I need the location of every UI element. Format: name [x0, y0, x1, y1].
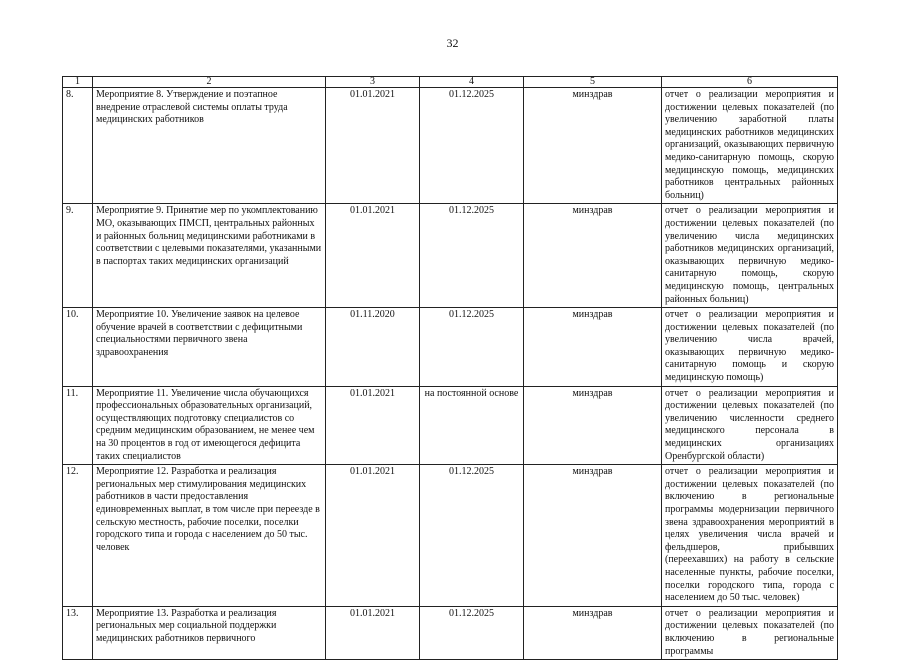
start-date: 01.01.2021	[326, 606, 420, 659]
report-description: отчет о реализации мероприятия и достижении целевых показателей (по увеличению числа врачей, оказывающих первичную медико-санитарную помощь и скорую медицинскую помощь)	[662, 308, 838, 387]
measure-description: Мероприятие 8. Утверждение и поэтапное внедрение отраслевой системы оплаты труда медицинских работников	[93, 88, 326, 204]
measures-table	[62, 76, 838, 660]
table-row	[63, 606, 838, 659]
responsible-organization: минздрав	[524, 204, 662, 308]
column-header: 4	[420, 77, 524, 88]
responsible-organization: минздрав	[524, 308, 662, 387]
end-date: на постоянной основе	[420, 386, 524, 465]
start-date: 01.01.2021	[326, 204, 420, 308]
end-date: 01.12.2025	[420, 88, 524, 204]
report-description: отчет о реализации мероприятия и достижении целевых показателей (по включению в региональные программы модернизации первичного звена здравоохранения мероприятий в целях увеличения числа врачей и фельдшеров, прибывших (переехавших) на работу в сельские населенные пункты, рабочие поселки, поселки городского типа, города с населением до 50 тыс. человек)	[662, 465, 838, 607]
row-number: 9.	[63, 204, 93, 308]
table-row	[63, 308, 838, 387]
report-description: отчет о реализации мероприятия и достижении целевых показателей (по увеличению числа медицинских работников медицинских организаций, оказывающих первичную медико-санитарную помощь, скорую медицинскую помощь, центральных районных больниц)	[662, 204, 838, 308]
report-description: отчет о реализации мероприятия и достижении целевых показателей (по увеличению заработной платы медицинских работников медицинских организаций, оказывающих первичную медико-санитарную помощь, скорую медицинскую помощь, медицинских работников центральных районных больниц)	[662, 88, 838, 204]
page-number: 32	[446, 36, 459, 50]
measure-description: Мероприятие 13. Разработка и реализация региональных мер социальной поддержки медицинских работников первичного	[93, 606, 326, 659]
column-header: 2	[93, 77, 326, 88]
responsible-organization: минздрав	[524, 88, 662, 204]
end-date: 01.12.2025	[420, 308, 524, 387]
responsible-organization: минздрав	[524, 606, 662, 659]
report-description: отчет о реализации мероприятия и достижении целевых показателей (по увеличению численности среднего медицинского персонала в медицинских организациях Оренбургской области)	[662, 386, 838, 465]
table-row	[63, 386, 838, 465]
row-number: 11.	[63, 386, 93, 465]
column-header: 3	[326, 77, 420, 88]
row-number: 13.	[63, 606, 93, 659]
start-date: 01.01.2021	[326, 465, 420, 607]
responsible-organization: минздрав	[524, 386, 662, 465]
start-date: 01.01.2021	[326, 386, 420, 465]
report-description: отчет о реализации мероприятия и достижении целевых показателей (по включению в региональные программы	[662, 606, 838, 659]
column-header: 5	[524, 77, 662, 88]
row-number: 10.	[63, 308, 93, 387]
table-row	[63, 465, 838, 607]
column-header: 1	[63, 77, 93, 88]
column-header: 6	[662, 77, 838, 88]
end-date: 01.12.2025	[420, 465, 524, 607]
row-number: 12.	[63, 465, 93, 607]
end-date: 01.12.2025	[420, 606, 524, 659]
responsible-organization: минздрав	[524, 465, 662, 607]
row-number: 8.	[63, 88, 93, 204]
table-header-row	[63, 77, 838, 88]
measure-description: Мероприятие 9. Принятие мер по укомплектованию МО, оказывающих ПМСП, центральных районных и районных больниц медицинскими работниками в соответствии с целевыми показателями, указанными в паспортах таких медицинских организаций	[93, 204, 326, 308]
measure-description: Мероприятие 11. Увеличение числа обучающихся профессиональных образовательных организаций, осуществляющих подготовку специалистов со средним медицинским образованием, не менее чем на 30 процентов в год от имеющегося дефицита таких специалистов	[93, 386, 326, 465]
start-date: 01.11.2020	[326, 308, 420, 387]
start-date: 01.01.2021	[326, 88, 420, 204]
measure-description: Мероприятие 12. Разработка и реализация региональных мер стимулирования медицинских работников в части предоставления единовременных выплат, в том числе при переезде в сельскую местность, рабочие поселки, поселки городского типа и города с населением до 50 тыс. человек	[93, 465, 326, 607]
table-row	[63, 204, 838, 308]
table-row	[63, 88, 838, 204]
measure-description: Мероприятие 10. Увеличение заявок на целевое обучение врачей в соответствии с дефицитными специальностями первичного звена здравоохранения	[93, 308, 326, 387]
end-date: 01.12.2025	[420, 204, 524, 308]
